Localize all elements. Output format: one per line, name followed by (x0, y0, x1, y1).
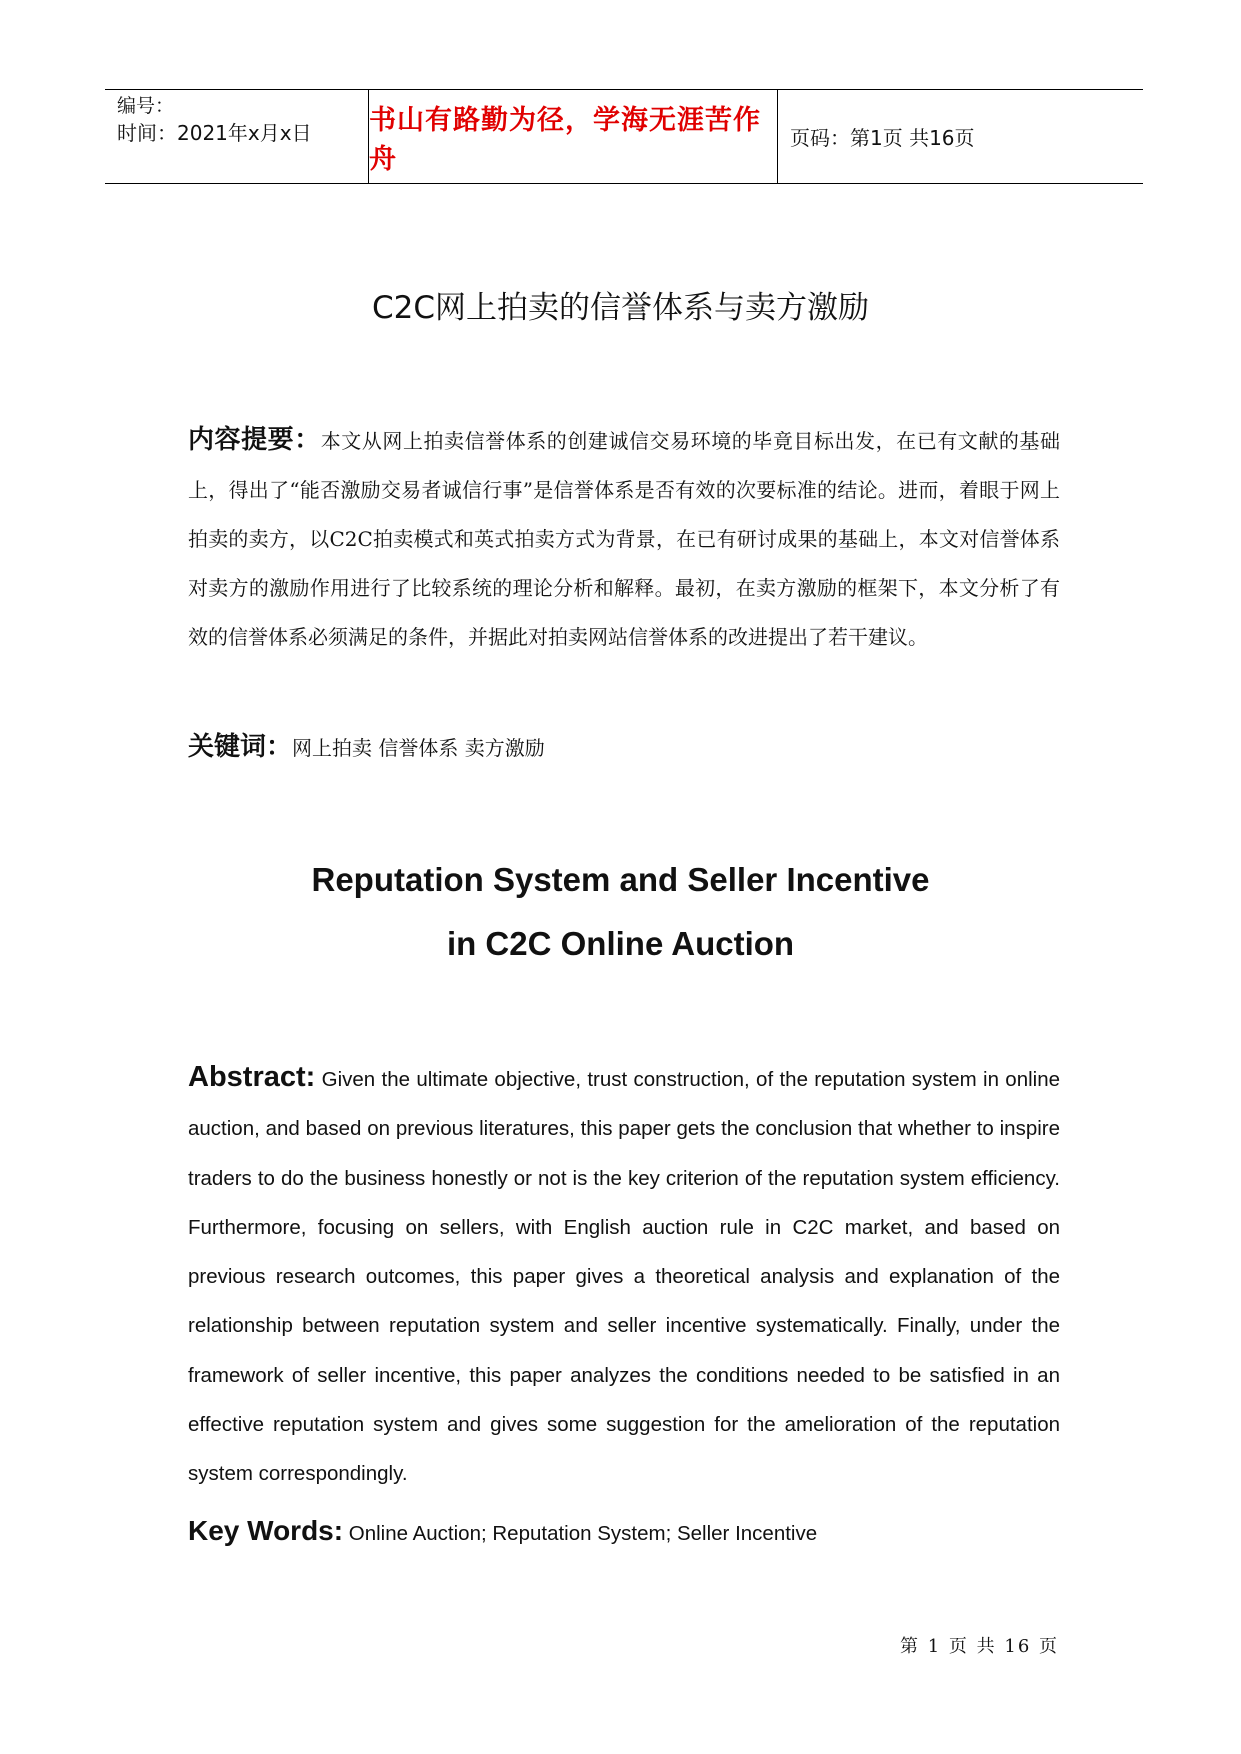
english-abstract-label: Abstract: (188, 1061, 316, 1093)
chinese-abstract (188, 416, 1060, 662)
header-motto-cell (369, 90, 778, 183)
english-title-line-1: Reputation System and Seller Incentive (311, 861, 930, 898)
document-time-label: 时间：2021年x月x日 (117, 121, 312, 145)
english-title-line-2: in C2C Online Auction (446, 925, 795, 962)
chinese-title: C2C网上拍卖的信誉体系与卖方激励 (371, 290, 869, 326)
chinese-abstract-label: 内容提要： (188, 425, 321, 455)
document-number-label: 编号： (117, 95, 175, 117)
chinese-keywords-text: 网上拍卖 信誉体系 卖方激励 (292, 736, 545, 760)
header-info-cell (105, 90, 369, 183)
header-page-cell (778, 90, 1143, 183)
english-keywords (188, 1511, 1088, 1554)
chinese-keywords (188, 727, 1060, 768)
english-keywords-text: Online Auction; Reputation System; Seller Incentive (348, 1522, 818, 1545)
header-motto: 书山有路勤为径，学海无涯苦作舟 (369, 104, 761, 175)
english-abstract-text: Given the ultimate objective, trust construction, of the reputation system in online auction, and based on previous literatures, this paper gets the conclusion that whether to inspire traders to do the business honestly or not is the key criterion of the reputation system efficiency. Furthermore, focusing on sellers, with English auction rule in C2C market, and based on previous research outcomes, this paper gives a theoretical analysis and explanation of the relationship between reputation system and seller incentive systematically. Finally, under the framework of seller incentive, this paper analyzes the conditions needed to be satisfied in an effective reputation system and gives some suggestion for the amelioration of the reputation system correspondingly. (188, 1068, 1061, 1486)
header-page-code: 页码：第1页 共16页 (790, 126, 975, 150)
page-footer: 第 1 页 共 16 页 (900, 1636, 1059, 1657)
chinese-keywords-label: 关键词： (188, 732, 293, 762)
english-keywords-label: Key Words: (188, 1515, 344, 1546)
chinese-abstract-text: 本文从网上拍卖信誉体系的创建诚信交易环境的毕竟目标出发，在已有文献的基础上，得出了“能否激励交易者诚信行事”是信誉体系是否有效的次要标准的结论。进而，着眼于网上拍卖的卖方，以C2C拍卖模式和英式拍卖方式为背景，在已有研讨成果的基础上，本文对信誉体系对卖方的激励作用进行了比较系统的理论分析和解释。最初，在卖方激励的框架下，本文分析了有效的信誉体系必须满足的条件，并据此对拍卖网站信誉体系的改进提出了若干建议。 (188, 429, 1060, 649)
page-header (105, 89, 1143, 184)
english-abstract (188, 1053, 1060, 1499)
